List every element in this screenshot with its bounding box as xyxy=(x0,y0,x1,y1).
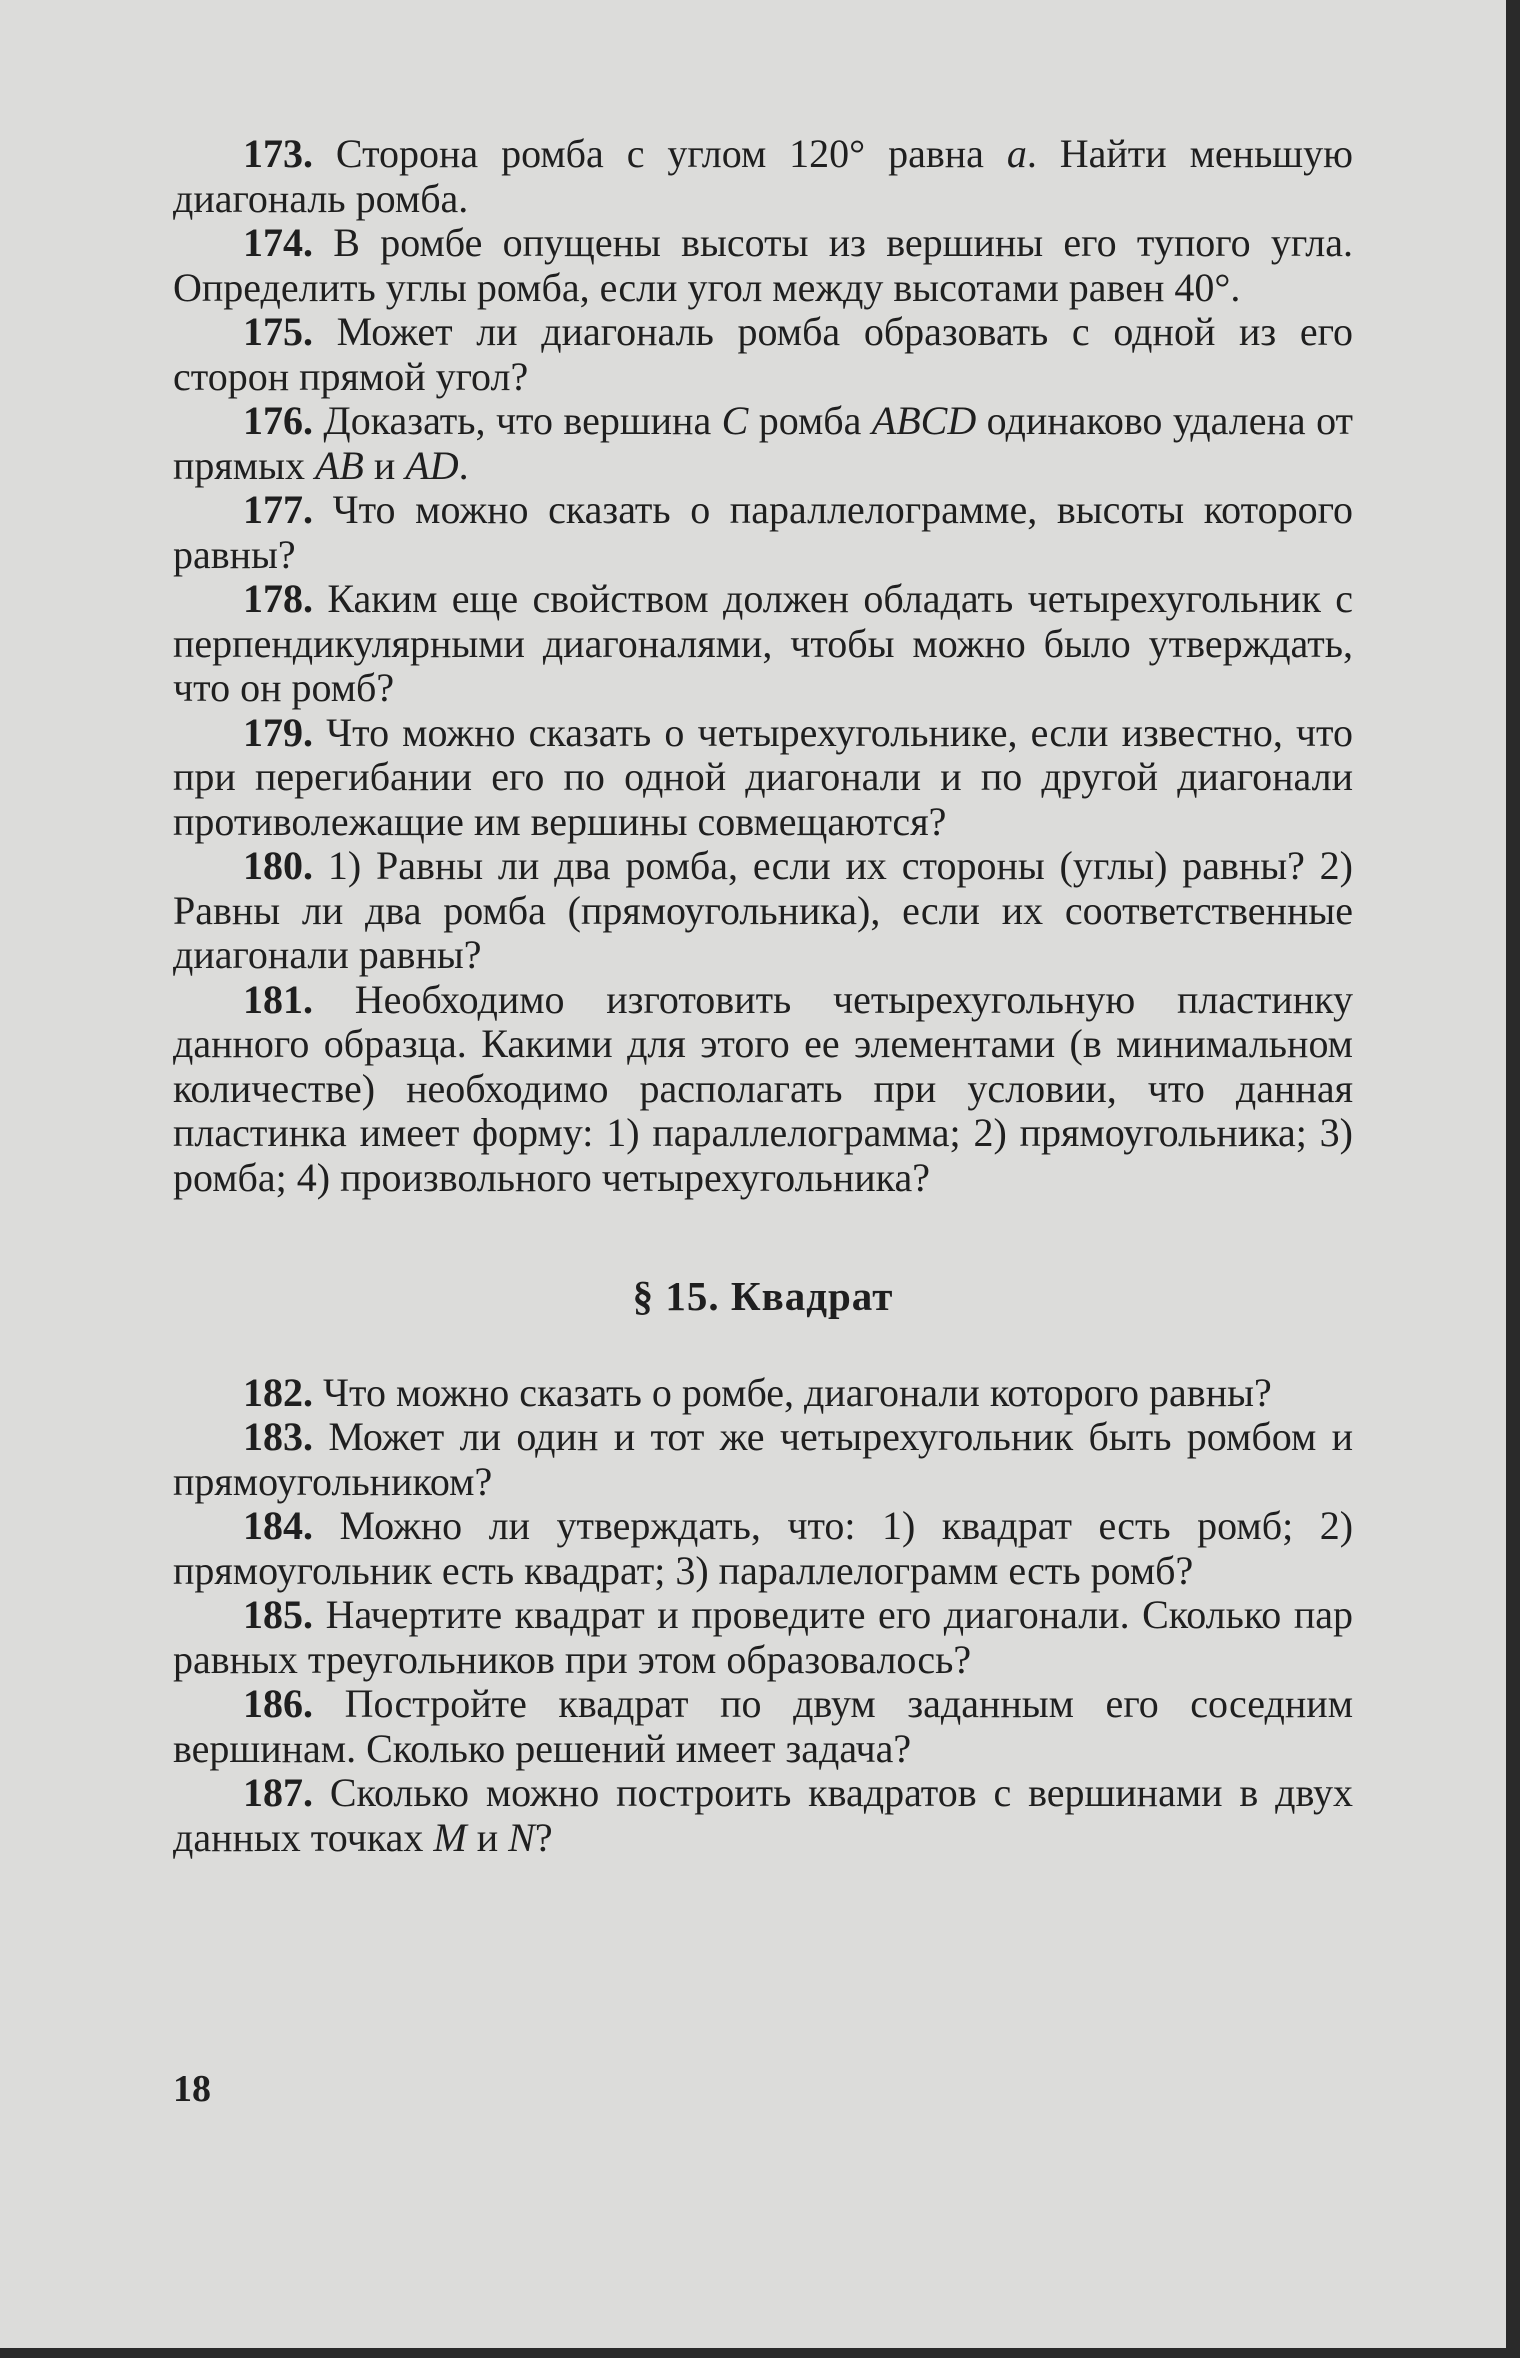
problem-text-tail: . Найти меньшую диагональ ромба. xyxy=(173,131,1353,221)
problem-number: 175. xyxy=(243,309,313,354)
problem-175 xyxy=(173,310,1353,399)
variable-a: a xyxy=(1006,131,1027,176)
variable-abcd: ABCD xyxy=(871,398,977,443)
page-edge-bottom xyxy=(0,2348,1520,2358)
problem-179 xyxy=(173,711,1353,845)
problem-text-tail: ? xyxy=(534,1814,553,1860)
problem-number: 177. xyxy=(243,487,313,532)
variable-ab: AB xyxy=(315,442,364,488)
problem-text: Сторона ромба с углом 120° равна xyxy=(335,131,1007,176)
problem-text: Можно ли утверждать, что: 1) квадрат есть ромб; 2) прямоугольник есть квадрат; 3) параллелограмм есть ромб? xyxy=(173,1503,1354,1593)
problem-text-2: ромба xyxy=(748,398,872,443)
variable-ad: AD xyxy=(405,442,459,488)
problem-text: Что можно сказать о четырехугольнике, если известно, что при перегибании его по одной диагонали и по другой диагонали противолежащие им вершины совмещаются? xyxy=(173,709,1354,844)
problem-text: Постройте квадрат по двум заданным его соседним вершинам. Сколько решений имеет задача? xyxy=(173,1681,1354,1771)
page-edge-right xyxy=(1506,0,1520,2358)
variable-n: N xyxy=(508,1814,535,1860)
problem-text: Каким еще свойством должен обладать четырехугольник с перпендикулярными диагоналями, чтобы можно было утверждать, что он ромб? xyxy=(173,576,1353,710)
problem-186 xyxy=(173,1682,1353,1771)
problem-number: 183. xyxy=(243,1414,313,1459)
problem-text-4: и xyxy=(363,442,406,488)
problem-text: Может ли один и тот же четырехугольник быть ромбом и прямоугольником? xyxy=(173,1414,1354,1504)
page-number: 18 xyxy=(173,2068,211,2110)
section-title: § 15. Квадрат xyxy=(632,1273,894,1319)
problem-176 xyxy=(173,399,1353,488)
problem-187 xyxy=(173,1771,1353,1860)
problem-text: Сколько можно построить квадратов с вершинами в двух данных точках xyxy=(173,1770,1354,1860)
problem-185 xyxy=(173,1593,1353,1682)
problem-number: 173. xyxy=(243,131,313,176)
text-block xyxy=(173,132,1353,1860)
problem-182 xyxy=(173,1371,1353,1416)
problem-number: 181. xyxy=(243,976,313,1022)
variable-m: M xyxy=(433,1814,467,1860)
problem-number: 187. xyxy=(243,1770,313,1815)
problem-173 xyxy=(173,132,1353,221)
problem-177 xyxy=(173,488,1353,577)
problem-text: Что можно сказать о ромбе, диагонали которого равны? xyxy=(323,1369,1272,1415)
problem-text: Начертите квадрат и проведите его диагонали. Сколько пар равных треугольников при этом образовалось? xyxy=(173,1592,1354,1682)
problem-text: Может ли диагональ ромба образовать с одной из его сторон прямой угол? xyxy=(173,309,1354,399)
problem-number: 180. xyxy=(243,843,313,888)
problem-number: 182. xyxy=(243,1369,313,1415)
problem-183 xyxy=(173,1415,1353,1504)
problem-number: 184. xyxy=(243,1503,313,1548)
problem-174 xyxy=(173,221,1353,310)
problem-text-2: и xyxy=(466,1814,509,1860)
problem-text: Необходимо изготовить четырехугольную пластинку данного образца. Какими для этого ее элементами (в минимальном количестве) необходимо располагать при условии, что данная пластинка имеет форму: 1) параллелограмма; 2) прямоугольника; 3) ромба; 4) произвольного четырехугольника? xyxy=(173,976,1353,1200)
problem-text: В ромбе опущены высоты из вершины его тупого угла. Определить углы ромба, если угол между высотами равен 40°. xyxy=(173,220,1353,310)
problem-181 xyxy=(173,978,1353,1201)
problem-178 xyxy=(173,577,1353,711)
problem-number: 179. xyxy=(243,709,313,755)
problem-text: 1) Равны ли два ромба, если их стороны (углы) равны? 2) Равны ли два ромба (прямоугольника), если их соответственные диагонали равны? xyxy=(173,843,1353,977)
problem-number: 186. xyxy=(243,1681,313,1726)
variable-c: C xyxy=(721,398,749,443)
problem-text: Что можно сказать о параллелограмме, высоты которого равны? xyxy=(173,487,1353,577)
problem-number: 176. xyxy=(243,398,313,443)
problem-number: 178. xyxy=(243,576,313,621)
problem-text: Доказать, что вершина xyxy=(323,398,722,443)
problem-184 xyxy=(173,1504,1353,1593)
problem-number: 174. xyxy=(243,220,313,265)
problem-text-tail: . xyxy=(458,442,469,488)
problem-number: 185. xyxy=(243,1592,313,1637)
problem-text-3: одинаково удалена от прямых xyxy=(173,398,1354,488)
problem-180 xyxy=(173,844,1353,978)
